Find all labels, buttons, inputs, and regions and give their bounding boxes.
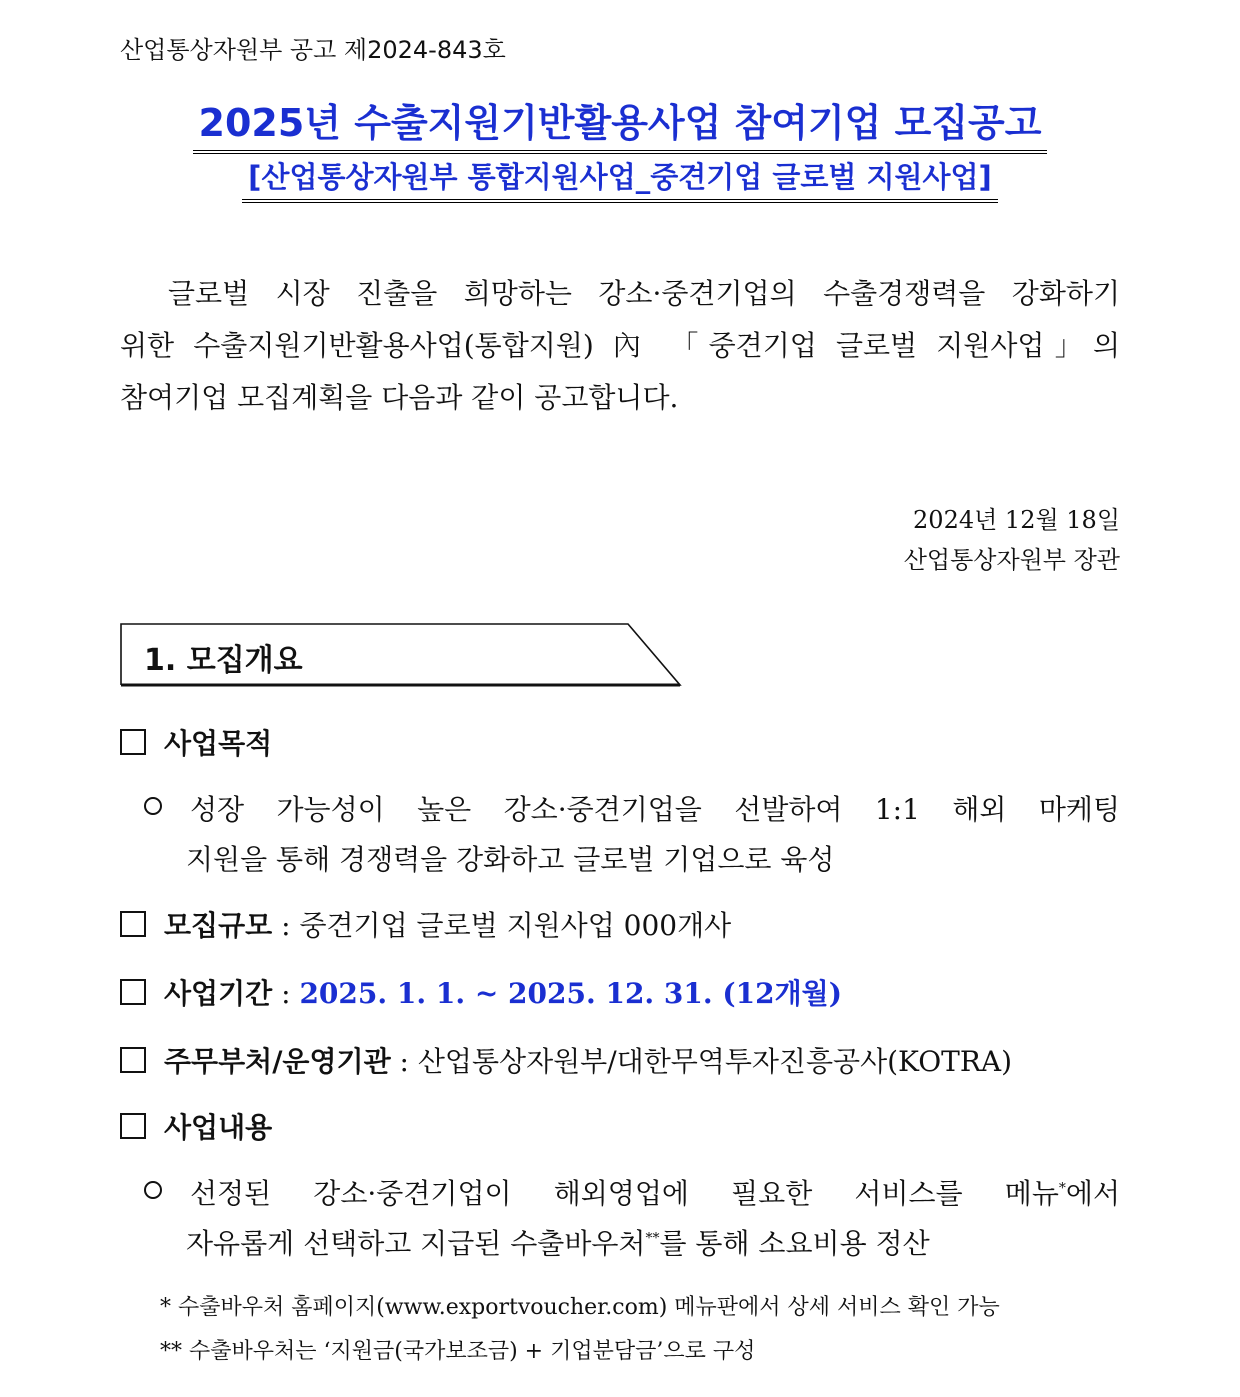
section-title: 1. 모집개요 xyxy=(144,643,303,678)
intro-line-3: 참여기업 모집계획을 다음과 같이 공고합니다. xyxy=(120,381,679,414)
content-text-1b: 에서 xyxy=(1065,1177,1120,1210)
checkbox-icon xyxy=(120,729,146,755)
checkbox-icon xyxy=(120,979,146,1005)
purpose-heading xyxy=(120,722,272,762)
checkbox-icon xyxy=(120,911,146,937)
notice-date: 2024년 12월 18일 xyxy=(913,506,1120,534)
period-separator: : xyxy=(281,977,291,1010)
content-text-2a: 자유롭게 선택하고 지급된 수출바우처 xyxy=(186,1227,646,1260)
intro-line-1: 글로벌 시장 진출을 희망하는 강소·중견기업의 수출경쟁력을 강화하기 xyxy=(168,277,1120,310)
document-subtitle-text: [산업통상자원부 통합지원사업_중견기업 글로벌 지원사업] xyxy=(242,155,998,203)
period-label: 사업기간 xyxy=(164,977,273,1010)
content-line-1 xyxy=(144,1172,1120,1212)
section-header xyxy=(120,623,682,687)
footnote-2 xyxy=(160,1334,755,1365)
document-title xyxy=(0,92,1240,154)
circle-bullet-icon xyxy=(144,797,162,815)
agency-separator: : xyxy=(399,1045,409,1078)
content-text-2b: 를 통해 소요비용 정산 xyxy=(659,1227,930,1260)
content-label: 사업내용 xyxy=(164,1111,273,1144)
scale-value: 중견기업 글로벌 지원사업 000개사 xyxy=(299,909,732,942)
footnote-1-mark: * xyxy=(160,1295,171,1320)
footnote-mark-1: * xyxy=(1058,1180,1066,1197)
checkbox-icon xyxy=(120,1113,146,1139)
purpose-line-2: 지원을 통해 경쟁력을 강화하고 글로벌 기업으로 육성 xyxy=(186,843,835,876)
agency-row xyxy=(120,1040,1012,1080)
scale-label: 모집규모 xyxy=(164,909,273,942)
content-line-2 xyxy=(186,1222,930,1262)
footnote-1-text: 수출바우처 홈페이지(www.exportvoucher.com) 메뉴판에서 상세 서비스 확인 가능 xyxy=(178,1295,1000,1320)
content-text-1a: 선정된 강소·중견기업이 해외영업에 필요한 서비스를 메뉴 xyxy=(190,1177,1059,1210)
issuer-signature: 산업통상자원부 장관 xyxy=(903,546,1120,574)
checkbox-icon xyxy=(120,1047,146,1073)
content-heading xyxy=(120,1106,272,1146)
agency-value: 산업통상자원부/대한무역투자진흥공사(KOTRA) xyxy=(417,1045,1013,1078)
scale-row xyxy=(120,904,731,944)
document-subtitle xyxy=(0,155,1240,203)
purpose-text-1: 성장 가능성이 높은 강소·중견기업을 선발하여 1:1 해외 마케팅 xyxy=(190,793,1120,826)
footnote-mark-2: ** xyxy=(645,1230,660,1247)
period-row xyxy=(120,972,842,1012)
document-title-text: 2025년 수출지원기반활용사업 참여기업 모집공고 xyxy=(193,92,1048,154)
footnote-2-text: 수출바우처는 ‘지원금(국가보조금) + 기업분담금’으로 구성 xyxy=(189,1339,756,1364)
footnote-1 xyxy=(160,1290,1000,1321)
purpose-label: 사업목적 xyxy=(164,727,273,760)
intro-line-2: 위한 수출지원기반활용사업(통합지원) 內 「중견기업 글로벌 지원사업」의 xyxy=(120,329,1120,362)
notice-number: 산업통상자원부 공고 제2024-843호 xyxy=(120,36,506,64)
purpose-line-1 xyxy=(144,788,1120,828)
circle-bullet-icon xyxy=(144,1181,162,1199)
period-value: 2025. 1. 1. ~ 2025. 12. 31. (12개월) xyxy=(299,977,842,1010)
agency-label: 주무부처/운영기관 xyxy=(164,1045,391,1078)
footnote-2-mark: ** xyxy=(160,1339,182,1364)
scale-separator: : xyxy=(281,909,291,942)
